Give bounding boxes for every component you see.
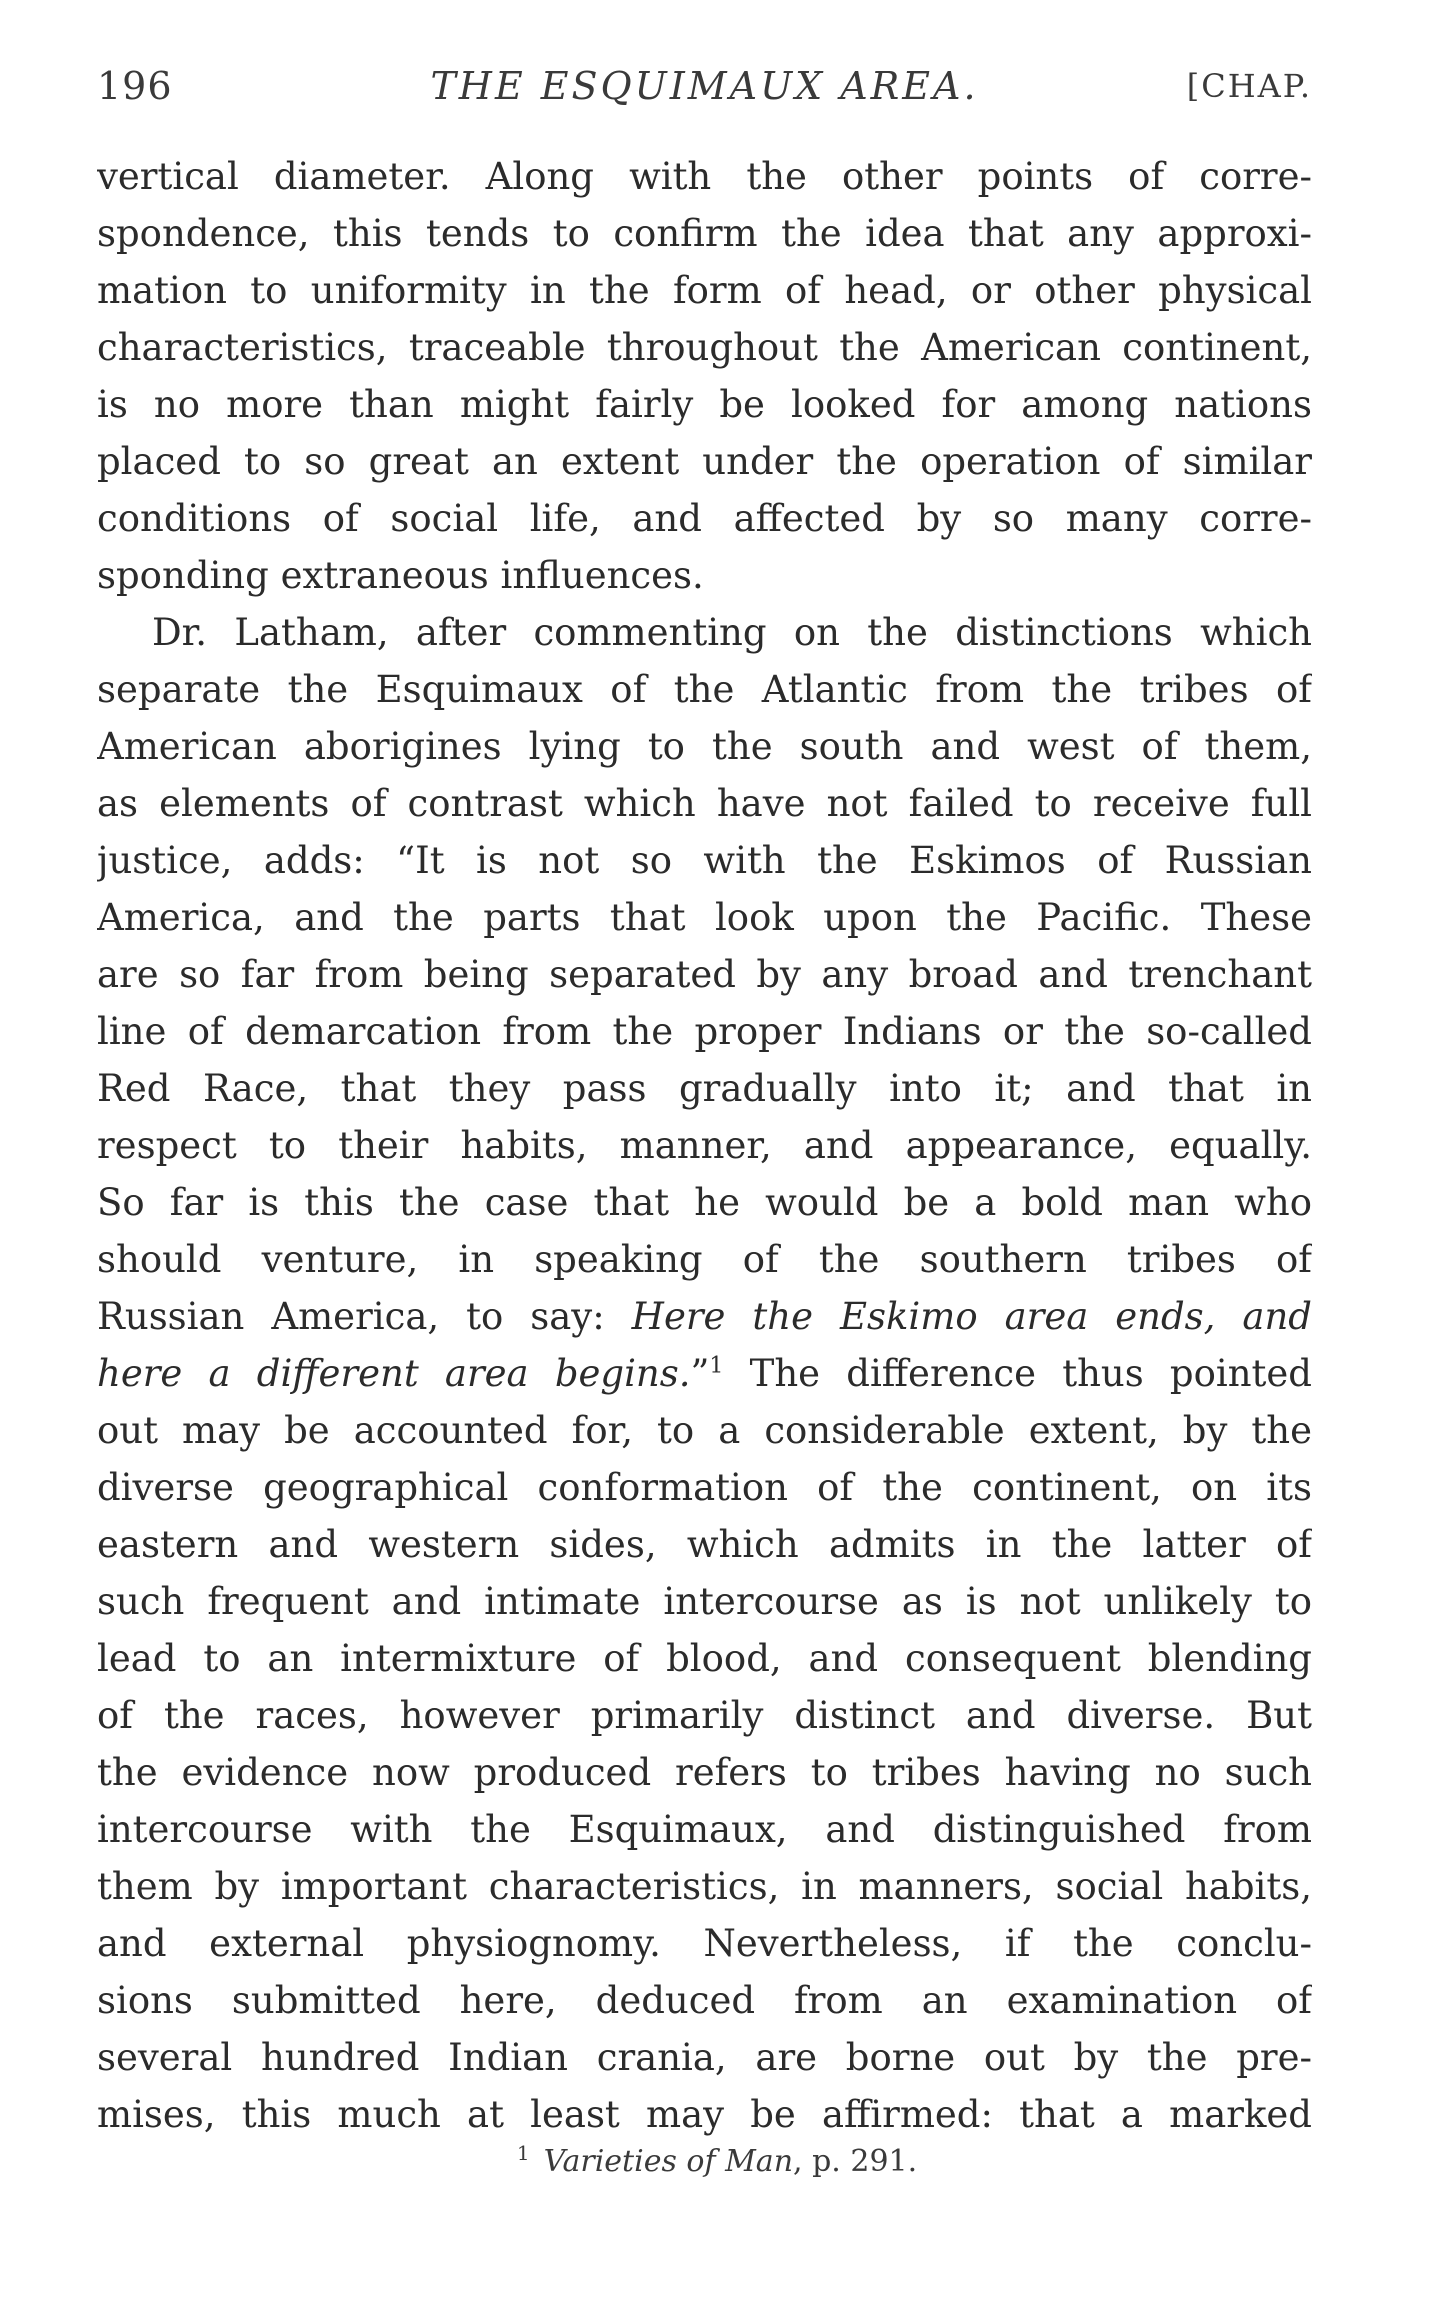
text-line: respect to their habits, manner, and appearance, equally.: [97, 1124, 1312, 1167]
text-line: placed to so great an extent under the operation of similar: [97, 440, 1312, 483]
text-line: separate the Esquimaux of the Atlantic from the tribes of: [97, 668, 1312, 711]
text-line: of the races, however primarily distinct and diverse. But: [97, 1694, 1312, 1737]
text-line: vertical diameter. Along with the other points of corre-: [97, 155, 1312, 198]
text-line: sponding extraneous influences.: [97, 554, 704, 597]
page-number: 196: [97, 64, 173, 108]
text-line: as elements of contrast which have not failed to receive full: [97, 782, 1312, 825]
footnote: [0, 2140, 1434, 2184]
text-line: sions submitted here, deduced from an examination of: [97, 1979, 1312, 2022]
chapter-marker: [CHAP.: [1186, 67, 1312, 105]
text-line: lead to an intermixture of blood, and consequent blending: [97, 1637, 1312, 1680]
text-line: several hundred Indian crania, are borne out by the pre-: [97, 2036, 1312, 2079]
text-line: conditions of social life, and affected by so many corre-: [97, 497, 1312, 540]
text-line: So far is this the case that he would be a bold man who: [97, 1181, 1312, 1224]
text-line: American aborigines lying to the south and west of them,: [97, 725, 1312, 768]
text-line: Red Race, that they pass gradually into it; and that in: [97, 1067, 1312, 1110]
running-title: THE ESQUIMAUX AREA.: [430, 64, 979, 108]
text-line: are so far from being separated by any broad and trenchant: [97, 953, 1312, 996]
text-line: should venture, in speaking of the southern tribes of: [97, 1238, 1312, 1281]
running-head: [97, 56, 1312, 116]
text-line: and external physiognomy. Nevertheless, if the conclu-: [97, 1922, 1312, 1965]
text-line: mation to uniformity in the form of head, or other physical: [97, 269, 1312, 312]
text-line: justice, adds: “It is not so with the Eskimos of Russian: [97, 839, 1312, 882]
footnote-page: , p. 291.: [793, 2144, 918, 2179]
text-line: [97, 1288, 1312, 1345]
text-line: [97, 1345, 1312, 1402]
text-line: spondence, this tends to confirm the idea that any approxi-: [97, 212, 1312, 255]
italic-quote: here a different area begins.: [97, 1352, 691, 1395]
text-line: the evidence now produced refers to tribes having no such: [97, 1751, 1312, 1794]
body-text: [97, 148, 1312, 2143]
text-line: mises, this much at least may be affirmed: that a marked: [97, 2093, 1312, 2136]
text-line: out may be accounted for, to a considerable extent, by the: [97, 1409, 1312, 1452]
text-line: intercourse with the Esquimaux, and distinguished from: [97, 1808, 1312, 1851]
text-line: America, and the parts that look upon the Pacific. These: [97, 896, 1312, 939]
footnote-marker: 1: [516, 2141, 530, 2165]
text-line: Dr. Latham, after commenting on the distinctions which: [152, 611, 1312, 654]
italic-quote: Here the Eskimo area ends, and: [631, 1295, 1312, 1338]
text-line: line of demarcation from the proper Indians or the so-called: [97, 1010, 1312, 1053]
text-line: such frequent and intimate intercourse as is not unlikely to: [97, 1580, 1312, 1623]
text-line: characteristics, traceable throughout the American continent,: [97, 326, 1312, 369]
text-segment: Russian America, to say:: [97, 1295, 632, 1338]
text-line: is no more than might fairly be looked for among nations: [97, 383, 1312, 426]
text-line: eastern and western sides, which admits in the latter of: [97, 1523, 1312, 1566]
footnote-work-title: Varieties of Man: [543, 2144, 794, 2179]
text-segment: The difference thus pointed: [749, 1352, 1312, 1395]
quote-close: ”: [690, 1352, 710, 1395]
footnote-reference: 1: [709, 1353, 724, 1379]
text-line: diverse geographical conformation of the continent, on its: [97, 1466, 1312, 1509]
text-line: them by important characteristics, in manners, social habits,: [97, 1865, 1312, 1908]
